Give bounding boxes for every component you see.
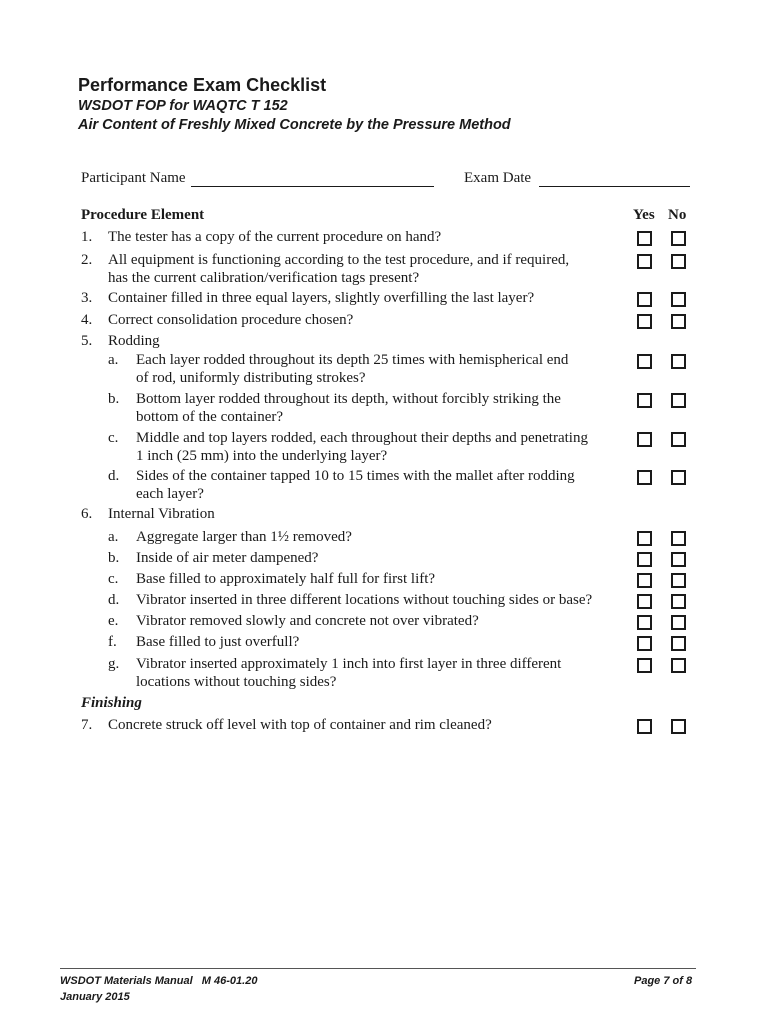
yes-checkbox[interactable]	[637, 231, 652, 246]
item-text: The tester has a copy of the current procedure on hand?	[108, 229, 442, 245]
page-subtitle-method: Air Content of Freshly Mixed Concrete by the Pressure Method	[78, 117, 511, 133]
item-number: 3.	[81, 290, 93, 306]
no-checkbox[interactable]	[671, 531, 686, 546]
yes-checkbox[interactable]	[637, 531, 652, 546]
no-checkbox[interactable]	[671, 552, 686, 567]
yes-checkbox[interactable]	[637, 393, 652, 408]
participant-name-label: Participant Name	[81, 170, 186, 186]
section-heading: Rodding	[108, 333, 160, 349]
item-text: Aggregate larger than 1½ removed?	[136, 529, 352, 545]
item-text: Vibrator inserted approximately 1 inch into first layer in three different	[136, 656, 562, 672]
item-number: 1.	[81, 229, 93, 245]
item-text: Vibrator removed slowly and concrete not over vibrated?	[136, 613, 479, 629]
page-title: Performance Exam Checklist	[78, 75, 327, 95]
footer-page-number: Page 7 of 8	[634, 975, 693, 987]
item-text-continued: locations without touching sides?	[136, 674, 337, 690]
no-checkbox[interactable]	[671, 658, 686, 673]
yes-checkbox[interactable]	[637, 552, 652, 567]
item-text: Each layer rodded throughout its depth 25 times with hemispherical end	[136, 352, 569, 368]
item-text: Container filled in three equal layers, slightly overfilling the last layer?	[108, 290, 535, 306]
item-text-continued: 1 inch (25 mm) into the underlying layer?	[136, 448, 388, 464]
no-checkbox[interactable]	[671, 615, 686, 630]
item-text: Correct consolidation procedure chosen?	[108, 312, 354, 328]
item-text: Inside of air meter dampened?	[136, 550, 319, 566]
item-text: Base filled to approximately half full for first lift?	[136, 571, 436, 587]
exam-date-label: Exam Date	[464, 170, 532, 186]
item-text: Middle and top layers rodded, each throughout their depths and penetrating	[136, 430, 588, 446]
page-subtitle-procedure: WSDOT FOP for WAQTC T 152	[78, 98, 288, 114]
item-number: 7.	[81, 717, 93, 733]
yes-checkbox[interactable]	[637, 254, 652, 269]
item-letter: d.	[108, 592, 120, 608]
item-text: Sides of the container tapped 10 to 15 times with the mallet after rodding	[136, 468, 575, 484]
yes-column-header: Yes	[633, 207, 655, 223]
yes-checkbox[interactable]	[637, 470, 652, 485]
yes-checkbox[interactable]	[637, 719, 652, 734]
item-letter: a.	[108, 352, 119, 368]
no-checkbox[interactable]	[671, 314, 686, 329]
no-checkbox[interactable]	[671, 573, 686, 588]
no-checkbox[interactable]	[671, 292, 686, 307]
yes-checkbox[interactable]	[637, 636, 652, 651]
item-text: Vibrator inserted in three different locations without touching sides or base?	[136, 592, 593, 608]
no-checkbox[interactable]	[671, 432, 686, 447]
item-number: 5.	[81, 333, 93, 349]
no-checkbox[interactable]	[671, 354, 686, 369]
no-checkbox[interactable]	[671, 470, 686, 485]
item-letter: c.	[108, 430, 119, 446]
item-text: Concrete struck off level with top of container and rim cleaned?	[108, 717, 492, 733]
yes-checkbox[interactable]	[637, 314, 652, 329]
item-letter: c.	[108, 571, 119, 587]
participant-name-field[interactable]	[191, 186, 434, 187]
no-checkbox[interactable]	[671, 719, 686, 734]
footer-divider	[60, 968, 696, 969]
procedure-element-header: Procedure Element	[81, 207, 205, 223]
no-checkbox[interactable]	[671, 594, 686, 609]
item-text-continued: of rod, uniformly distributing strokes?	[136, 370, 366, 386]
yes-checkbox[interactable]	[637, 292, 652, 307]
yes-checkbox[interactable]	[637, 658, 652, 673]
no-column-header: No	[668, 207, 687, 223]
item-letter: f.	[108, 634, 117, 650]
yes-checkbox[interactable]	[637, 615, 652, 630]
item-text: All equipment is functioning according to the test procedure, and if required,	[108, 252, 570, 268]
item-letter: g.	[108, 656, 120, 672]
item-number: 4.	[81, 312, 93, 328]
no-checkbox[interactable]	[671, 231, 686, 246]
item-text-continued: each layer?	[136, 486, 204, 502]
item-text: Base filled to just overfull?	[136, 634, 300, 650]
section-heading: Internal Vibration	[108, 506, 215, 522]
yes-checkbox[interactable]	[637, 432, 652, 447]
item-number: 6.	[81, 506, 93, 522]
finishing-heading: Finishing	[81, 695, 142, 711]
footer-date: January 2015	[60, 991, 130, 1003]
item-letter: b.	[108, 391, 120, 407]
item-text: Bottom layer rodded throughout its depth, without forcibly striking the	[136, 391, 561, 407]
item-letter: a.	[108, 529, 119, 545]
item-letter: e.	[108, 613, 119, 629]
no-checkbox[interactable]	[671, 636, 686, 651]
exam-date-field[interactable]	[539, 186, 690, 187]
item-letter: d.	[108, 468, 120, 484]
yes-checkbox[interactable]	[637, 573, 652, 588]
yes-checkbox[interactable]	[637, 354, 652, 369]
yes-checkbox[interactable]	[637, 594, 652, 609]
item-text-continued: has the current calibration/verification tags present?	[108, 270, 420, 286]
item-letter: b.	[108, 550, 120, 566]
item-text-continued: bottom of the container?	[136, 409, 284, 425]
footer-manual-reference: WSDOT Materials Manual M 46-01.20	[60, 975, 258, 987]
no-checkbox[interactable]	[671, 393, 686, 408]
item-number: 2.	[81, 252, 93, 268]
no-checkbox[interactable]	[671, 254, 686, 269]
